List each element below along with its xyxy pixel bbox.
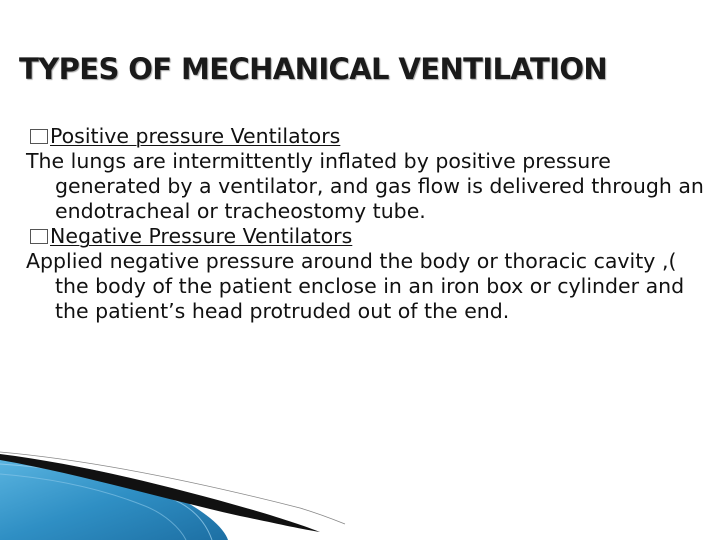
bullet-box-icon [30,229,48,244]
section-heading-negative [28,224,708,249]
section-body-positive: The lungs are intermittently inflated by positive pressure generated by a ventilator, and gas flow is delivered through an endotracheal or tracheostomy tube. [26,149,704,223]
slide-title: TYPES OF MECHANICAL VENTILATION [19,52,608,86]
section-heading-positive [28,124,708,149]
slide-content [28,124,708,324]
section-heading-text: Positive pressure Ventilators [50,124,341,148]
section-body-negative: Applied negative pressure around the body or thoracic cavity ,( the body of the patient enclose in an iron box or cylinder and the patient’s head protruded out of the end. [26,249,685,323]
section-heading-text: Negative Pressure Ventilators [50,224,353,248]
bullet-box-icon [30,129,48,144]
decorative-swoosh [0,450,720,540]
